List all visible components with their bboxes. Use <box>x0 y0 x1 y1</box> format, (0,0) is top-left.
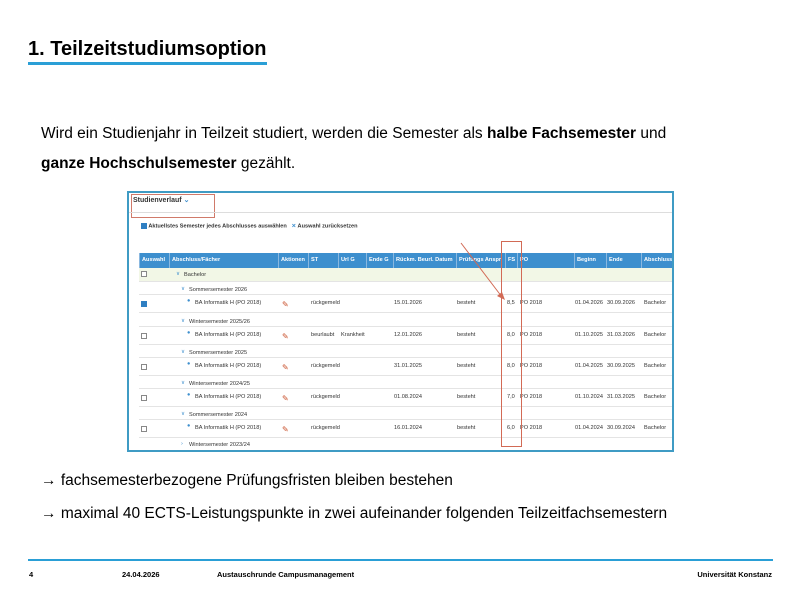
page-number: 4 <box>29 570 34 579</box>
reregistration-date: 31.01.2025 <box>394 363 422 369</box>
bold-text: halbe Fachsemester <box>486 125 637 142</box>
column-header[interactable]: FS <box>505 253 517 268</box>
studienverlauf-screenshot <box>127 191 674 452</box>
column-header[interactable]: ST <box>308 253 320 268</box>
bullet-2 <box>41 505 667 523</box>
po: PO 2018 <box>520 332 543 338</box>
end-date: 30.09.2026 <box>607 300 635 306</box>
leave-reason: Krankheit <box>341 332 365 338</box>
end-date: 30.09.2024 <box>607 425 635 431</box>
exam-entitlement: besteht <box>457 363 476 369</box>
status: rückgemeld <box>311 300 340 306</box>
semester-name: Sommersemester 2024 <box>189 412 248 418</box>
begin-date: 01.04.2024 <box>575 425 603 431</box>
pencil-icon[interactable]: ✎ <box>282 394 289 403</box>
column-header[interactable]: Prüfungs Anspr. <box>456 253 504 268</box>
semester-name: Wintersemester 2023/24 <box>189 442 250 448</box>
footer-event: Austauschrunde Campusmanagement <box>217 570 355 579</box>
degree: Bachelor <box>644 394 667 400</box>
degree: Bachelor <box>644 363 667 369</box>
po: PO 2018 <box>520 300 543 306</box>
dot-icon: ● <box>187 423 191 429</box>
column-header[interactable]: PO <box>517 253 530 268</box>
fs-value: 8,5 <box>507 300 515 306</box>
exam-entitlement: besteht <box>457 394 476 400</box>
column-header[interactable]: Beginn <box>574 253 598 268</box>
column-header[interactable]: Abschluss <box>641 253 674 268</box>
bullet-1 <box>41 472 453 490</box>
select-latest-link[interactable]: Aktuellstes Semester jedes Abschlusses auswählen <box>148 223 287 230</box>
bold-text: ganze Hochschulsemester <box>41 155 237 172</box>
bullet-text: maximal 40 ECTS-Leistungspunkte in zwei aufeinander folgenden Teilzeitfachsemestern <box>60 505 668 522</box>
chevron-down-icon[interactable]: ∨ <box>181 318 186 324</box>
arrow-icon: → <box>41 472 57 489</box>
text: Wird ein Studienjahr in Teilzeit studiert, werden die Semester als <box>41 125 487 142</box>
semester-name: Sommersemester 2025 <box>189 350 248 356</box>
column-header[interactable]: Abschluss/Fächer <box>169 253 222 268</box>
status: rückgemeld <box>311 425 340 431</box>
column-header[interactable]: Rückm. Beurl. Datum <box>393 253 455 268</box>
status: rückgemeld <box>311 394 340 400</box>
reregistration-date: 12.01.2026 <box>394 332 422 338</box>
column-header[interactable]: Url G <box>338 253 357 268</box>
exam-entitlement: besteht <box>457 425 476 431</box>
subject: BA Informatik H (PO 2018) <box>195 300 262 306</box>
dot-icon: ● <box>187 361 191 367</box>
footer-divider <box>28 559 773 561</box>
chevron-down-icon[interactable]: ∨ <box>181 380 186 386</box>
pencil-icon[interactable]: ✎ <box>282 300 289 309</box>
fs-value: 8,0 <box>507 363 515 369</box>
exam-entitlement: besteht <box>457 300 476 306</box>
reregistration-date: 15.01.2026 <box>394 300 422 306</box>
chevron-down-icon[interactable]: ∨ <box>176 271 181 277</box>
degree: Bachelor <box>644 300 667 306</box>
begin-date: 01.04.2026 <box>575 300 603 306</box>
degree: Bachelor <box>644 425 667 431</box>
dot-icon: ● <box>187 298 191 304</box>
intro-paragraph <box>41 119 771 179</box>
degree: Bachelor <box>644 332 667 338</box>
column-header[interactable]: Auswahl <box>139 253 167 268</box>
column-header[interactable]: Ende G <box>366 253 391 268</box>
subject: BA Informatik H (PO 2018) <box>195 425 262 431</box>
footer-org: Universität Konstanz <box>697 570 772 579</box>
begin-date: 01.10.2025 <box>575 332 603 338</box>
dot-icon: ● <box>187 392 191 398</box>
reregistration-date: 16.01.2024 <box>394 425 422 431</box>
text: gezählt. <box>236 155 296 172</box>
subject: BA Informatik H (PO 2018) <box>195 332 262 338</box>
column-header[interactable]: Ende <box>606 253 625 268</box>
end-date: 31.03.2025 <box>607 394 635 400</box>
semester-name: Wintersemester 2024/25 <box>189 381 250 387</box>
status: rückgemeld <box>311 363 340 369</box>
fs-value: 6,0 <box>507 425 515 431</box>
po: PO 2018 <box>520 425 543 431</box>
pencil-icon[interactable]: ✎ <box>282 363 289 372</box>
column-header[interactable]: Aktionen <box>278 253 307 268</box>
fs-value: 8,0 <box>507 332 515 338</box>
semester-name: Wintersemester 2025/26 <box>189 319 250 325</box>
pencil-icon[interactable]: ✎ <box>282 332 289 341</box>
footer-date: 24.04.2026 <box>122 570 160 579</box>
annotation-arrow <box>129 193 674 452</box>
heading-text: Studienverlauf <box>133 197 182 204</box>
end-date: 31.03.2026 <box>607 332 635 338</box>
arrow-icon: → <box>41 505 57 522</box>
end-date: 30.09.2025 <box>607 363 635 369</box>
chevron-down-icon: ⌄ <box>183 197 190 204</box>
status: beurlaubt <box>311 332 335 338</box>
close-icon[interactable]: ✕ <box>291 223 297 230</box>
pencil-icon[interactable]: ✎ <box>282 425 289 434</box>
begin-date: 01.04.2025 <box>575 363 603 369</box>
po: PO 2018 <box>520 394 543 400</box>
reset-selection-link[interactable]: Auswahl zurücksetzen <box>297 223 358 230</box>
group-label: Bachelor <box>184 272 207 278</box>
text: und <box>636 125 667 142</box>
bullet-text: fachsemesterbezogene Prüfungsfristen bleiben bestehen <box>60 472 453 489</box>
chevron-right-icon[interactable]: › <box>181 441 183 447</box>
chevron-down-icon[interactable]: ∨ <box>181 349 186 355</box>
subject: BA Informatik H (PO 2018) <box>195 363 262 369</box>
fs-value: 7,0 <box>507 394 515 400</box>
dot-icon: ● <box>187 330 191 336</box>
begin-date: 01.10.2024 <box>575 394 603 400</box>
exam-entitlement: besteht <box>457 332 476 338</box>
reregistration-date: 01.08.2024 <box>394 394 422 400</box>
semester-name: Sommersemester 2026 <box>189 287 248 293</box>
slide-title: 1. Teilzeitstudiumsoption <box>28 37 267 65</box>
subject: BA Informatik H (PO 2018) <box>195 394 262 400</box>
chevron-down-icon[interactable]: ∨ <box>181 286 186 292</box>
po: PO 2018 <box>520 363 543 369</box>
chevron-down-icon[interactable]: ∨ <box>181 411 186 417</box>
